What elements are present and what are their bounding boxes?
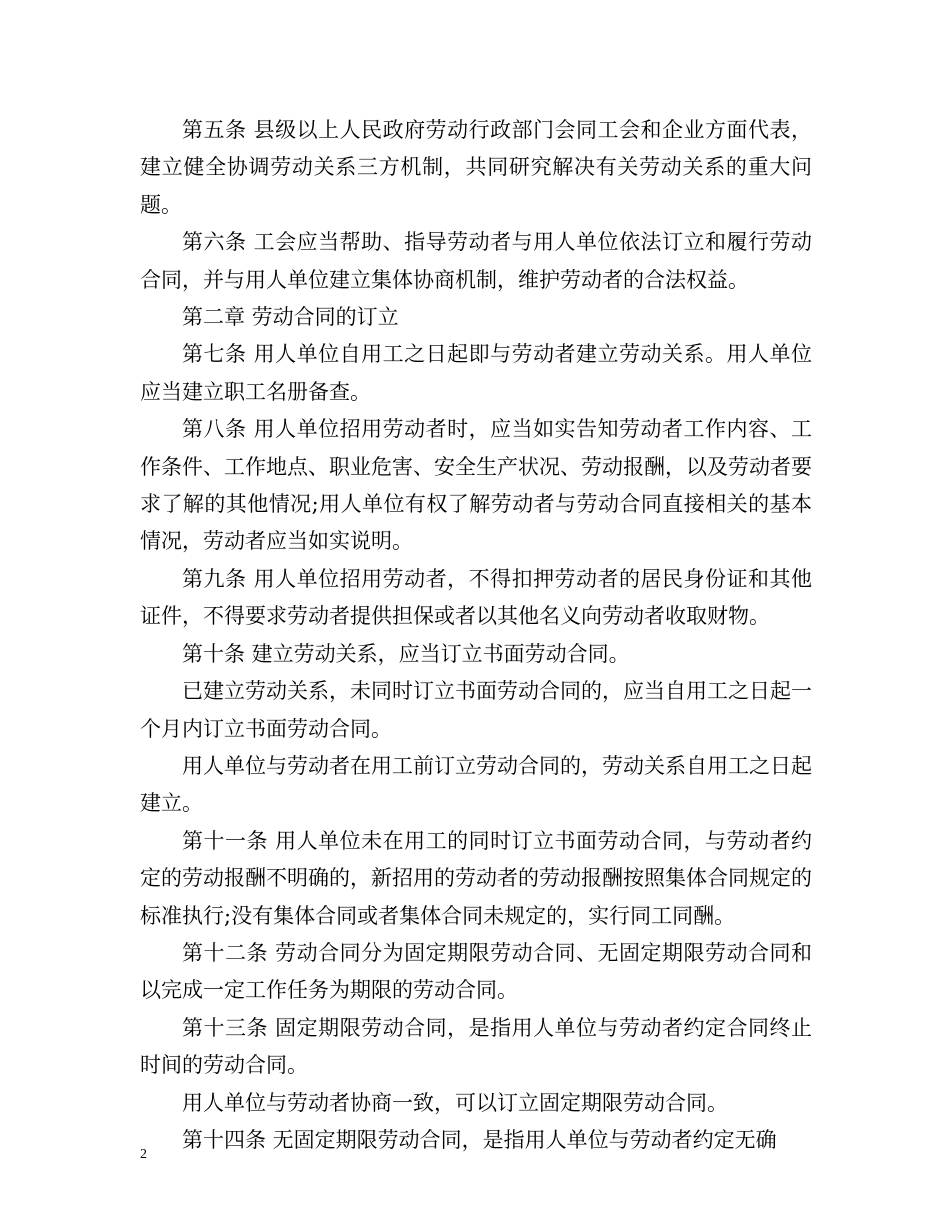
article-13-clause-2-paragraph: 用人单位与劳动者协商一致，可以订立固定期限劳动合同。 (182, 1090, 728, 1115)
article-7-paragraph: 第七条 用人单位自用工之日起即与劳动者建立劳动关系。用人单位应当建立职工名册备查。 (140, 342, 812, 404)
document-body (140, 112, 812, 1159)
article-10-clause-3-paragraph: 用人单位与劳动者在用工前订立劳动合同的，劳动关系自用工之日起建立。 (140, 753, 812, 816)
article-12-paragraph: 第十二条 劳动合同分为固定期限劳动合同、无固定期限劳动合同和以完成一定工作任务为期限的劳动合同。 (140, 940, 812, 1003)
article-6-paragraph: 第六条 工会应当帮助、指导劳动者与用人单位依法订立和履行劳动合同，并与用人单位建立集体协商机制，维护劳动者的合法权益。 (140, 230, 812, 292)
article-10-clause-2-paragraph: 已建立劳动关系，未同时订立书面劳动合同的，应当自用工之日起一个月内订立书面劳动合同。 (140, 679, 812, 741)
article-14-paragraph: 第十四条 无固定期限劳动合同，是指用人单位与劳动者约定无确 (182, 1127, 777, 1152)
article-13-paragraph: 第十三条 固定期限劳动合同，是指用人单位与劳动者约定合同终止时间的劳动合同。 (140, 1015, 812, 1078)
article-9-paragraph: 第九条 用人单位招用劳动者，不得扣押劳动者的居民身份证和其他证件，不得要求劳动者提供担保或者以其他名义向劳动者收取财物。 (140, 566, 812, 629)
article-5-paragraph: 第五条 县级以上人民政府劳动行政部门会同工会和企业方面代表，建立健全协调劳动关系三方机制，共同研究解决有关劳动关系的重大问题。 (140, 118, 812, 217)
article-8-paragraph: 第八条 用人单位招用劳动者时，应当如实告知劳动者工作内容、工作条件、工作地点、职业危害、安全生产状况、劳动报酬，以及劳动者要求了解的其他情况;用人单位有权了解劳动者与劳动合同直接相关的基本情况，劳动者应当如实说明。 (140, 417, 812, 554)
article-11-paragraph: 第十一条 用人单位未在用工的同时订立书面劳动合同，与劳动者约定的劳动报酬不明确的，新招用的劳动者的劳动报酬按照集体合同规定的标准执行;没有集体合同或者集体合同未规定的，实行同工同酬。 (140, 828, 812, 928)
chapter-2-heading: 第二章 劳动合同的订立 (182, 305, 399, 330)
article-10-paragraph: 第十条 建立劳动关系，应当订立书面劳动合同。 (182, 641, 630, 666)
page-number: 2 (140, 1147, 147, 1162)
